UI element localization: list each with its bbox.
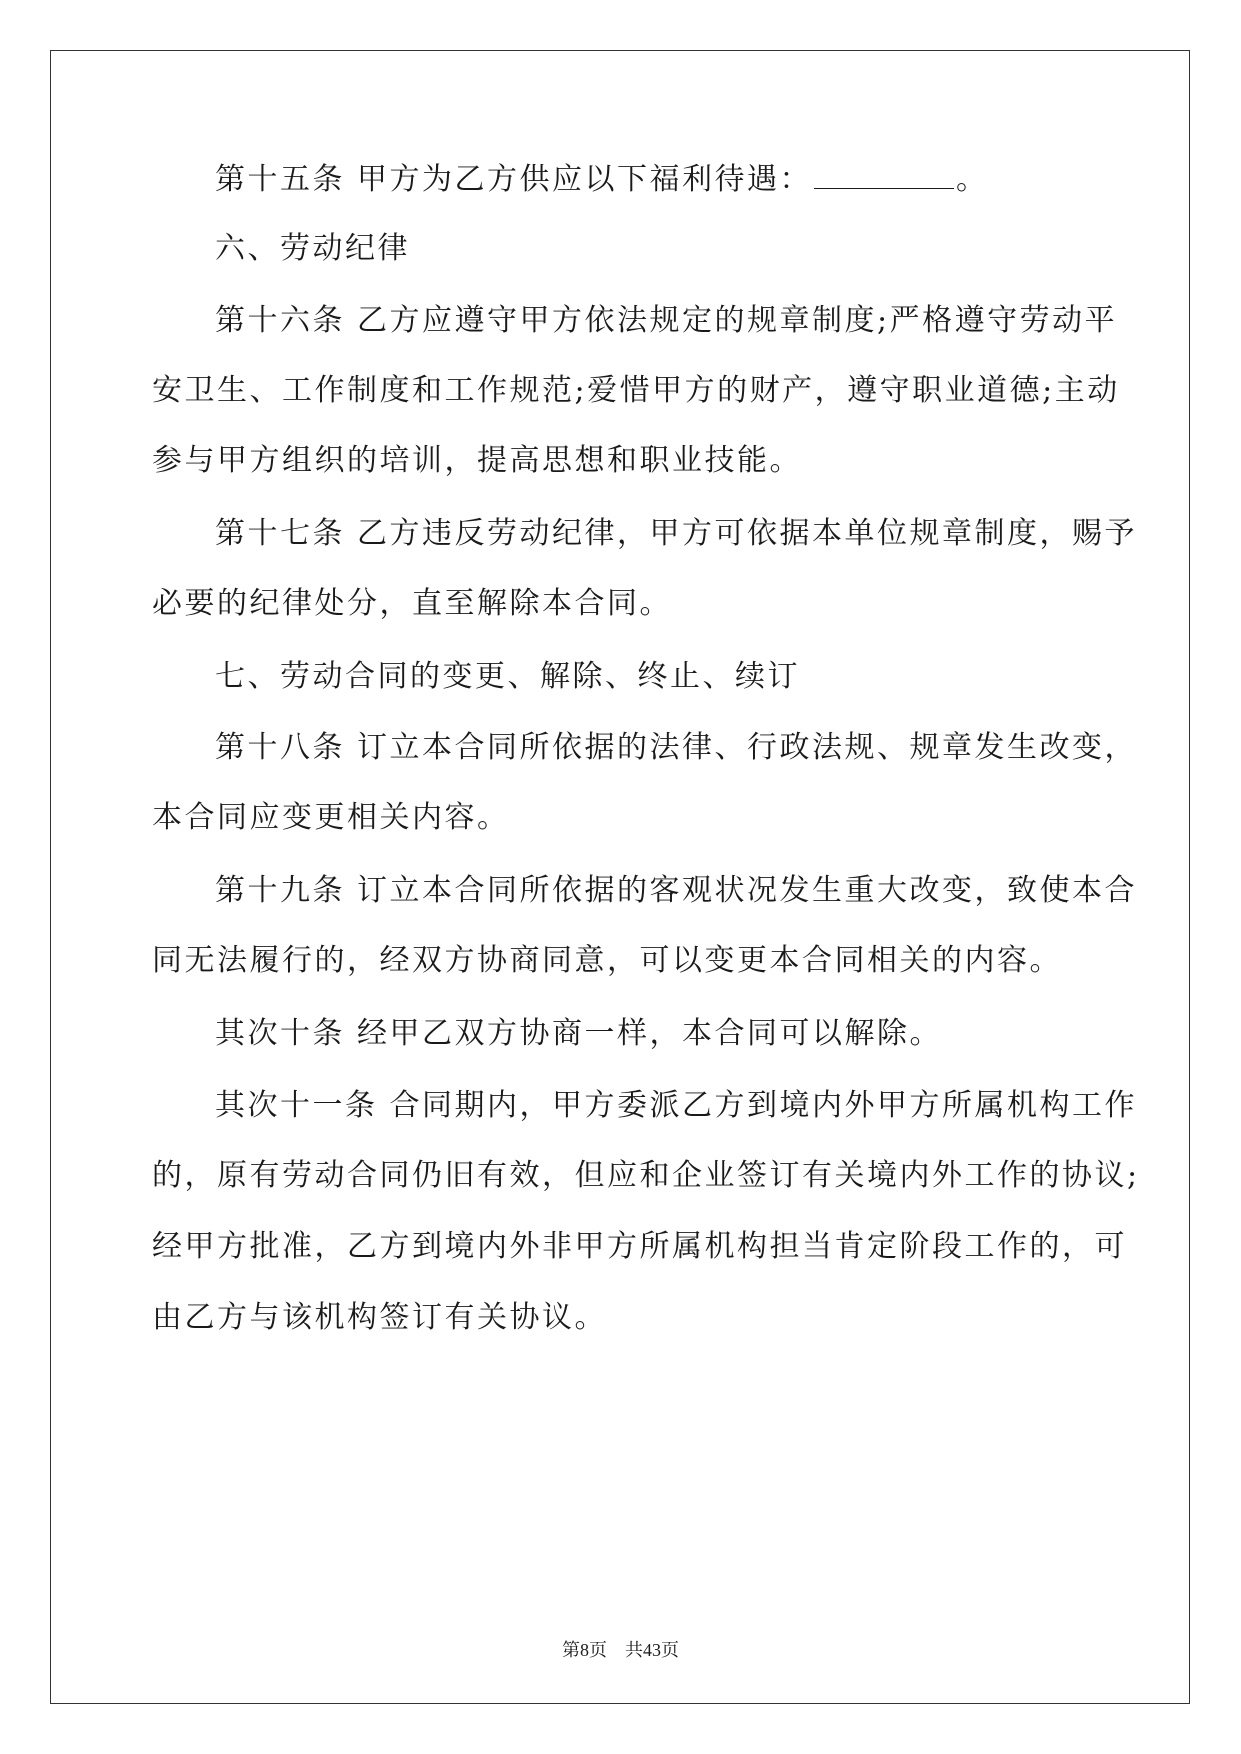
section-7-heading: 七、劳动合同的变更、解除、终止、续订: [215, 659, 800, 694]
footer-page-number: 8: [580, 1640, 589, 1660]
article-15-suffix: 。: [956, 162, 989, 197]
article-17-line-2: 必要的纪律处分，直至解除本合同。: [152, 586, 672, 621]
fill-in-blank: [814, 160, 954, 189]
footer-total-pages: 43: [643, 1640, 661, 1660]
article-21-line-1: 其次十一条 合同期内，甲方委派乙方到境内外甲方所属机构工作: [215, 1088, 1138, 1123]
page-footer: [0, 1638, 1241, 1662]
article-16-line-3: 参与甲方组织的培训，提高思想和职业技能。: [152, 443, 802, 478]
article-16-line-2: 安卫生、工作制度和工作规范;爱惜甲方的财产，遵守职业道德;主动: [152, 373, 1120, 408]
footer-page-mid: 页: [589, 1640, 607, 1660]
footer-page-prefix: 第: [562, 1640, 580, 1660]
article-21-line-3: 经甲方批准，乙方到境内外非甲方所属机构担当肯定阶段工作的，可: [152, 1229, 1127, 1264]
footer-total-suffix: 页: [661, 1640, 679, 1660]
article-15-text: 第十五条 甲方为乙方供应以下福利待遇：: [215, 162, 813, 197]
article-18-line-2: 本合同应变更相关内容。: [152, 800, 510, 835]
article-21-line-2: 的，原有劳动合同仍旧有效，但应和企业签订有关境内外工作的协议;: [152, 1158, 1140, 1193]
article-15-line-1: [215, 160, 989, 200]
article-17-line-1: 第十七条 乙方违反劳动纪律，甲方可依据本单位规章制度，赐予: [215, 516, 1138, 551]
footer-total-prefix: 共: [625, 1640, 643, 1660]
article-21-line-4: 由乙方与该机构签订有关协议。: [152, 1300, 607, 1335]
article-20-line-1: 其次十条 经甲乙双方协商一样，本合同可以解除。: [215, 1016, 943, 1051]
article-19-line-1: 第十九条 订立本合同所依据的客观状况发生重大改变，致使本合: [215, 873, 1138, 908]
section-6-heading: 六、劳动纪律: [215, 231, 410, 266]
article-18-line-1: 第十八条 订立本合同所依据的法律、行政法规、规章发生改变，: [215, 730, 1138, 765]
article-16-line-1: 第十六条 乙方应遵守甲方依法规定的规章制度;严格遵守劳动平: [215, 303, 1118, 338]
article-19-line-2: 同无法履行的，经双方协商同意，可以变更本合同相关的内容。: [152, 943, 1062, 978]
